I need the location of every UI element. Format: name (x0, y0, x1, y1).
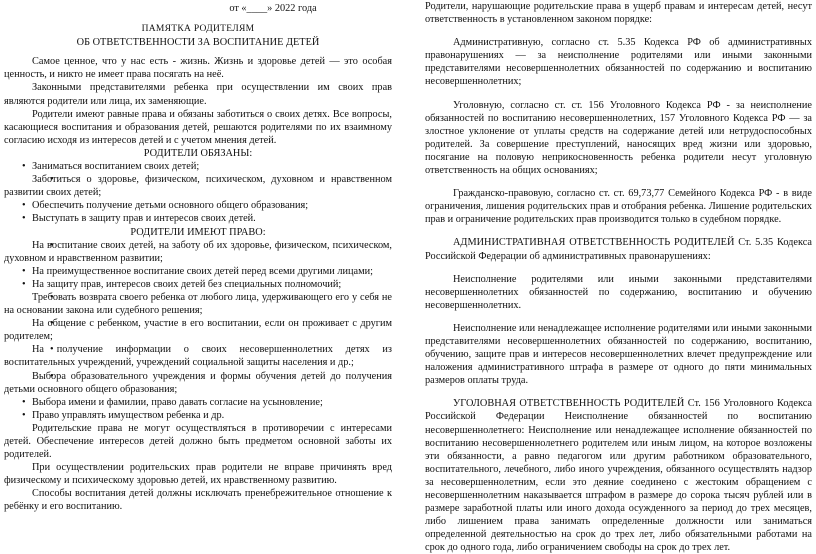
duty-item: • Обеспечить получение детьми основного общего образования; (4, 199, 392, 212)
intro-paragraph: Законными представителями ребенка при осуществлении им своих прав являются родители или лица, их заменяющие. (4, 82, 392, 107)
duty-item: • Заниматься воспитанием своих детей; (4, 160, 392, 173)
civil-responsibility: Гражданско-правовую, согласно ст. ст. 69,73,77 Семейного Кодекса РФ - в виде ограничения, лишения родительских прав и отобрания ребенка. Лишение родительских прав и ограничение родительских прав производится только в судебном порядке. (425, 188, 812, 226)
date-line: от «____» 2022 года (229, 3, 317, 14)
right-item: • Выбора имени и фамилии, право давать согласие на усыновление; (4, 396, 392, 409)
administrative-heading: АДМИНИСТРАТИВНАЯ ОТВЕТСТВЕННОСТЬ РОДИТЕЛЕЙ Ст. 5.35 Кодекса Российской Федерации об административных правонарушениях: (425, 237, 812, 262)
right-column (425, 0, 812, 554)
right-item: • На защиту прав, интересов своих детей без специальных полномочий; (4, 278, 392, 291)
intro-paragraph: Самое ценное, что у нас есть - жизнь. Жизнь и здоровье детей — это особая ценность, и никто не имеет права посягать на неё. (4, 56, 392, 81)
left-column (4, 0, 392, 514)
duty-item: • Заботиться о здоровье, физическом, психическом, духовном и нравственном развитии своих детей; (4, 173, 392, 199)
closing-paragraph: При осуществлении родительских прав родители не вправе причинять вред физическому и психическому здоровью детей, их нравственному развитию. (4, 462, 392, 487)
right-item: • Требовать возврата своего ребенка от любого лица, удерживающего его у себя не на основании закона или судебного решения; (4, 291, 392, 317)
right-item: • Выбора образовательного учреждения и формы обучения детей до получения детьми основного общего образования; (4, 370, 392, 396)
document-title: ОБ ОТВЕТСТВЕННОСТИ ЗА ВОСПИТАНИЕ ДЕТЕЙ (76, 37, 320, 49)
memo-label: ПАМЯТКА РОДИТЕЛЯМ (141, 24, 255, 35)
responsibility-intro: Родители, нарушающие родительские права в ущерб правам и интересам детей, несут ответственность в установленном законом порядке: (425, 1, 812, 26)
intro-paragraph: Родители имеют равные права и обязаны заботиться о своих детях. Все вопросы, касающиеся воспитания и образования детей, решаются родителями по их взаимному согласию исходя из интересов детей и с учетом мнения детей. (4, 108, 392, 146)
closing-paragraph: Способы воспитания детей должны исключать пренебрежительное отношение к ребёнку и его воспитанию. (4, 488, 392, 513)
administrative-paragraph: Неисполнение родителями или иными законными представителями несовершеннолетних обязанностей по содержанию, воспитанию и обучению несовершеннолетних. (425, 273, 812, 311)
administrative-responsibility: Административную, согласно ст. 5.35 Кодекса РФ об административных правонарушениях — за неисполнение родителями или иными законными представителями несовершеннолетних обязанностей по содержанию и воспитанию несовершеннолетних; (425, 37, 812, 88)
criminal-heading: УГОЛОВНАЯ ОТВЕТСТВЕННОСТЬ РОДИТЕЛЕЙ Ст. 156 Уголовного Кодекса Российской Федерации Неисполнение обязанностей по воспитанию несовершеннолетнего: Неисполнение или ненадлежащее исполнение обязанностей по воспитанию несовершеннолетнего родителем или иным лицом, на которое возложены эти обязанности, а равно педагогом или другим работником образовательного, воспитательного, лечебного, либо иного учреждения, обязанного осуществлять надзор за несовершеннолетним, если это деяние соединено с жестоким обращением с несовершеннолетним наказывается штрафом в размере до сорока тысяч рублей или в размере заработной платы или иного дохода осужденного за период до трех месяцев, либо лишением права занимать определенные должности или заниматься определенной деятельностью на срок до трех лет, либо обязательными работами на срок до одного года, либо ограничением свободы на срок до трех лет. (425, 398, 812, 554)
duty-item: • Выступать в защиту прав и интересов своих детей. (4, 212, 392, 225)
right-item: • На получение информации о своих несовершеннолетних детях из воспитательных учреждений, учреждений социальной защиты населения и др.; (4, 343, 392, 369)
administrative-paragraph: Неисполнение или ненадлежащее исполнение родителями или иными законными представителями несовершеннолетних обязанностей по содержанию, воспитанию, обучению, защите прав и интересов несовершеннолетних влечет предупреждение или наложения административного штрафа в размере от одного до пяти минимальных размеров оплаты труда. (425, 322, 812, 387)
right-item: • На общение с ребенком, участие в его воспитании, если он проживает с другим родителем; (4, 317, 392, 343)
right-item: • На преимущественное воспитание своих детей перед всеми другими лицами; (4, 265, 392, 278)
closing-paragraph: Родительские права не могут осуществляться в противоречии с интересами детей. Обеспечение интересов детей должно быть предметом основной заботы их родителей. (4, 422, 392, 461)
criminal-responsibility: Уголовную, согласно ст. ст. 156 Уголовного Кодекса РФ - за неисполнение обязанностей по воспитанию несовершеннолетних, 157 Уголовного Кодекса РФ — за злостное уклонение от уплаты средств на содержание детей или нетрудоспособных родителей. За совершение преступлений, наносящих вред жизни или здоровью, посягание на половую неприкосновенность ребенка родители несут уголовную ответственность на общих основаниях; (425, 99, 812, 177)
right-item: • На воспитание своих детей, на заботу об их здоровье, физическом, психическом, духовном и нравственном развитии; (4, 239, 392, 265)
duties-heading: РОДИТЕЛИ ОБЯЗАНЫ: (143, 147, 253, 159)
rights-heading: РОДИТЕЛИ ИМЕЮТ ПРАВО: (130, 226, 266, 238)
right-item: • Право управлять имуществом ребенка и др. (4, 409, 392, 422)
